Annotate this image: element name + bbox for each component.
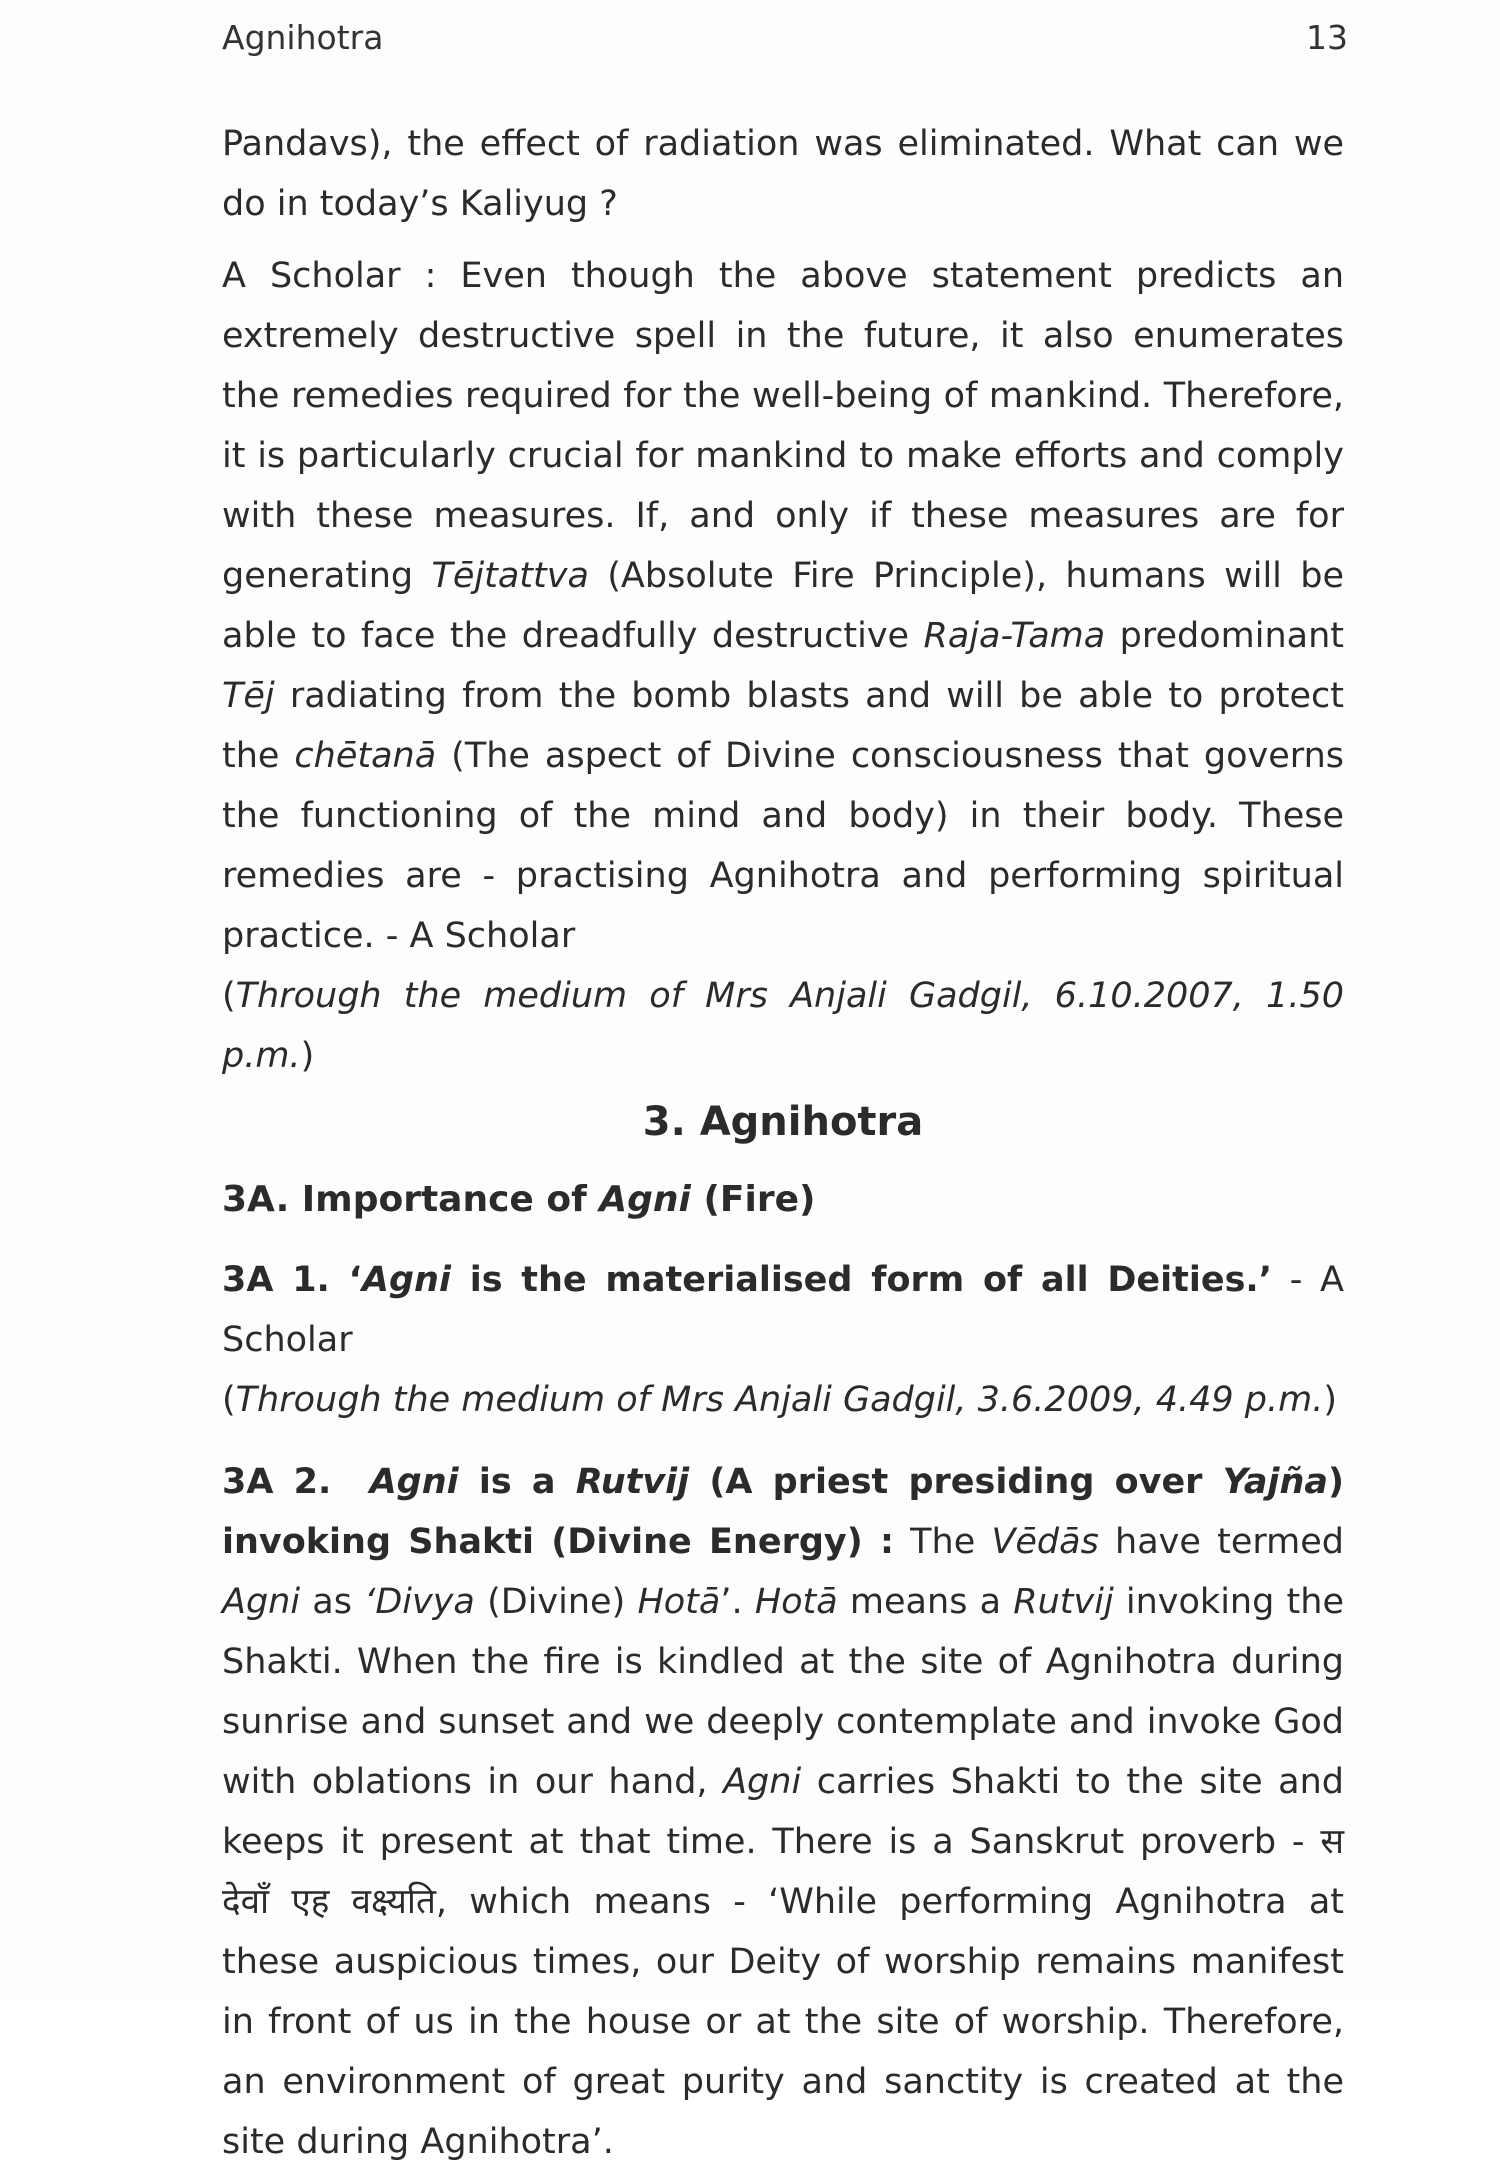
paragraph-text: Pandavs), the effect of radiation was eliminated. What can we do in today’s Kaliyug ? (222, 124, 1344, 224)
section-heading-3a (222, 1170, 1344, 1230)
item-number: 3A 1. (222, 1260, 330, 1300)
text-segment: have termed (1098, 1522, 1344, 1562)
term-hota: Hotā (637, 1582, 721, 1622)
item-3a1 (222, 1250, 1344, 1430)
term-agni: Agni (369, 1462, 459, 1502)
term-tej: Tēj (222, 676, 275, 716)
term-chetana: chētanā (294, 736, 437, 776)
text-segment: A Scholar : Even though the above statement predicts an extremely destructive spell in the future, it also enumerates the remedies required for the well-being of mankind. Therefore, it is particularly crucial for mankind to make efforts and comply with these measures. If, and only if these measures are for generating (222, 256, 1344, 596)
text-segment: invoking the Shakti. When the fire is kindled at the site of Agnihotra during sunrise and sunset and we deeply contemplate and invoke God with oblations in our hand, (222, 1582, 1344, 1802)
term-vedas: Vēdās (991, 1522, 1099, 1562)
term-agni: Agni (361, 1260, 451, 1300)
source-open: ( (222, 1380, 236, 1420)
source-citation: Through the medium of Mrs Anjali Gadgil, 6.10.2007, 1.50 p.m. (222, 976, 1344, 1076)
paragraph-continuation (222, 114, 1344, 234)
heading-text: (Fire) (690, 1179, 816, 1220)
text-segment: (The aspect of Divine consciousness that governs the functioning of the mind and body) in their body. These remedies are - practising Agnihotra and performing spiritual practice. - A Scholar (222, 736, 1344, 956)
text-segment: as (300, 1582, 365, 1622)
source-citation: Through the medium of Mrs Anjali Gadgil, 3.6.2009, 4.49 p.m. (235, 1380, 1324, 1420)
term-rutvij: Rutvij (575, 1462, 690, 1502)
heading-text: 3A. Importance of (222, 1179, 600, 1220)
text-segment: The (893, 1522, 992, 1562)
text-segment: (Absolute Fire Principle), humans will be able to face the dreadfully destructive (222, 556, 1344, 656)
text-segment: (Divine) (474, 1582, 638, 1622)
term-divya: ‘Divya (364, 1582, 475, 1622)
paragraph-scholar (222, 246, 1344, 1086)
term-agni: Agni (723, 1762, 802, 1802)
term-yajna: Yajña (1222, 1462, 1328, 1502)
term-tejtattva: Tējtattva (431, 556, 589, 596)
quote-open: ‘ (329, 1260, 362, 1300)
text-segment: means a (837, 1582, 1014, 1622)
term-agni: Agni (599, 1179, 691, 1220)
term-hota: Hotā (754, 1582, 838, 1622)
source-close: ) (1323, 1380, 1338, 1420)
page-number: 13 (1306, 18, 1348, 57)
item-number: 3A 2. (222, 1462, 332, 1502)
text-segment: carries Shakti to the site and keeps it present at that time. There is a Sanskrut proverb - स देवाँ एह वक्ष्यति, which means - ‘While performing Agnihotra at these auspicious times, our Deity of worship remains manifest in front of us in the house or at the site of worship. Therefore, an environment of great purity and sanctity is created at the site during Agnihotra’. (222, 1762, 1344, 2162)
section-heading-3: 3. Agnihotra (642, 1099, 924, 1145)
text-segment: (A priest presiding over (689, 1462, 1223, 1502)
text-segment: predominant (1105, 616, 1344, 656)
text-segment: ’. (720, 1582, 755, 1622)
source-close: ) (300, 1036, 315, 1076)
attribution: - A Scholar (222, 1260, 1344, 1360)
text-segment: radiating from the bomb blasts and will be able to protect the (222, 676, 1344, 776)
term-raja-tama: Raja-Tama (923, 616, 1106, 656)
text-segment: is a (458, 1462, 576, 1502)
running-header-title: Agnihotra (222, 18, 384, 57)
text-segment: ) invoking Shakti (Divine Energy) : (222, 1462, 1344, 1562)
term-agni: Agni (222, 1582, 301, 1622)
term-rutvij: Rutvij (1013, 1582, 1114, 1622)
item-3a2 (222, 1452, 1344, 2172)
item-statement: is the materialised form of all Deities.’ (450, 1260, 1273, 1300)
source-open: ( (222, 976, 236, 1016)
page-body (222, 114, 1344, 2172)
